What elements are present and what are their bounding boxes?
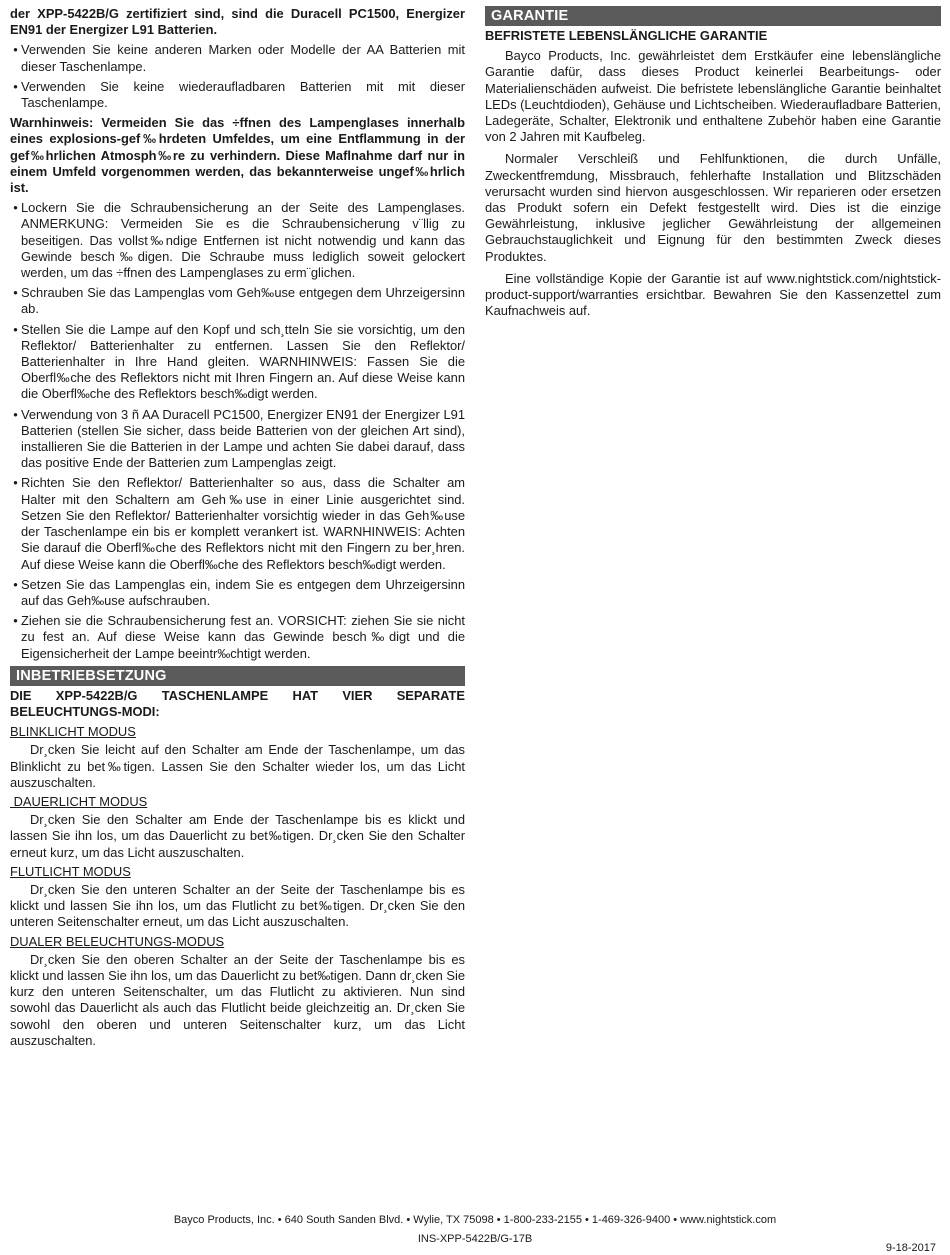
section-title-inbetriebsetzung: INBETRIEBSETZUNG: [10, 666, 465, 686]
warranty-heading: BEFRISTETE LEBENSLÄNGLICHE GARANTIE: [485, 28, 768, 43]
mode-text-blinklicht: Dr¸cken Sie leicht auf den Schalter am Ende der Taschenlampe, um das Blinklicht zu bet‰tigen. Lassen Sie den Schalter wieder los, um das Licht auszuschalten.: [10, 742, 465, 790]
mode-text-dualer: Dr¸cken Sie den oberen Schalter an der Seite der Taschenlampe bis es klickt und lassen Sie ihn los, um das Dauerlicht zu bet‰tigen. Dann dr¸cken Sie kurz den unteren Seitenschalter, um das Flutlicht zu aktivieren. Nun sind sowohl das Dauerlicht als auch das Flutlicht beide gleichzeitig an. Dr¸cken Sie sowohl den oberen und unteren Seitenschalter kurz, um das Licht auszuschalten.: [10, 951, 465, 1048]
list-item: [10, 322, 465, 403]
list-item-text: Setzen Sie das Lampenglas ein, indem Sie es entgegen dem Uhrzeigersinn auf das Geh‰use aufschrauben.: [21, 576, 465, 608]
list-item-text: Ziehen sie die Schraubensicherung fest an. VORSICHT: ziehen Sie sie nicht zu fest an. Auf diese Weise kann das Gewinde besch‰digt und die Eigensicherheit der Lampe beeintr‰chtigt werden.: [21, 613, 465, 661]
mode-text-dauerlicht: Dr¸cken Sie den Schalter am Ende der Taschenlampe bis es klickt und lassen Sie ihn los, um das Dauerlicht zu bet‰tigen. Dr¸cken Sie den Schalter erneut kurz, um das Licht auszuschalten.: [10, 812, 465, 860]
list-item: [10, 42, 465, 74]
list-item: [10, 285, 465, 317]
bullet-icon: •: [13, 613, 18, 629]
mode-title-dauerlicht: DAUERLICHT MODUS: [10, 793, 148, 809]
list-item-text: Richten Sie den Reflektor/ Batterienhalter so aus, dass die Schalter am Halter mit den Schaltern am Geh‰use in einer Linie ausgerichtet sind. Setzen Sie den Reflektor/ Batterienhalter vorsichtig wieder in das Geh‰use der Taschenlampe ein bis er komplett verankert ist. WARNHINWEIS: Achten Sie darauf die Oberfl‰che des Reflektors nicht mit den Fingern zu ber¸hren. Auf diese Weise kann die Oberfl‰che des Reflektors besch‰digt werden.: [21, 475, 465, 572]
bullet-icon: •: [13, 576, 18, 592]
right-column: [485, 6, 941, 321]
footer-date: 9-18-2017: [885, 1242, 936, 1254]
bullet-icon: •: [13, 200, 18, 216]
section-heading: DIE XPP-5422B/G TASCHENLAMPE HAT VIER SEPARATE BELEUCHTUNGS-MODI:: [10, 687, 465, 719]
intro-text: der XPP-5422B/G zertifiziert sind, sind die Duracell PC1500, Energizer EN91 der Energizer L91 Batterien.: [10, 6, 465, 38]
left-column: [10, 6, 465, 1051]
list-item-text: Stellen Sie die Lampe auf den Kopf und sch¸tteln Sie sie vorsichtig, um den Reflektor/ Batterienhalter zu entfernen. Lassen Sie den Reflektor/ Batterienhalter in Ihre Hand gleiten. WARNHINWEIS: Fassen Sie die Oberfl‰che des Reflektors nicht mit Ihren Fingern an. Auf diese Weise kann die Oberfl‰che des Reflektors besch‰digt werden.: [21, 321, 465, 402]
warning-text: Warnhinweis: Vermeiden Sie das ÷ffnen des Lampenglases innerhalb eines explosions-gef‰hrdeten Umfeldes, um eine Entflammung in der gef‰hrlichen Atmosph‰re zu verhindern. Diese Maflnahme darf nur in einem Umfeld vorgenommen werden, das bekannterweise ungef‰hrlich ist.: [10, 115, 465, 196]
list-item-text: Verwendung von 3 ñ AA Duracell PC1500, Energizer EN91 der Energizer L91 Batterien (stellen Sie sicher, dass beide Batterien von der gleichen Art sind), installieren Sie die Batterien in der Lampe und achten Sie dabei darauf, dass das positive Ende der Batterien zum Lampenglas zeigt.: [21, 406, 465, 471]
bullet-icon: •: [13, 42, 18, 58]
list-item: [10, 200, 465, 281]
list-item: [10, 613, 465, 662]
list-item-text: Schrauben Sie das Lampenglas vom Geh‰use entgegen dem Uhrzeigersinn ab.: [21, 285, 465, 317]
list-item: [10, 407, 465, 472]
list-item: [10, 577, 465, 609]
warranty-paragraph: Eine vollständige Kopie der Garantie ist auf www.nightstick.com/nightstick-product-support/warranties ersichtbar. Bewahren Sie den Kassenzettel zum Kaufnachweis auf.: [485, 270, 941, 319]
list-item: [10, 475, 465, 572]
list-item-text: Lockern Sie die Schraubensicherung an der Seite des Lampenglases. ANMERKUNG: Vermeiden Sie es die Schraubensicherung v¨llig zu beseitigen. Das vollst‰ndige Entfernen ist nicht notwendig und kann das Gewinde besch‰digen. Die Schraube muss lediglich soweit gelockert werden, um das ÷ffnen des Lampenglases zu erm¨glichen.: [21, 200, 465, 281]
mode-text-flutlicht: Dr¸cken Sie den unteren Schalter an der Seite der Taschenlampe bis es klickt und lassen Sie ihn los, um das Flutlicht zu bet‰tigen. Dr¸cken Sie den unteren Seitenschalter erneut, um das Licht auszuschalten.: [10, 881, 465, 930]
bullet-icon: •: [13, 78, 18, 94]
section-title-garantie: GARANTIE: [485, 6, 941, 26]
bullet-icon: •: [13, 285, 18, 301]
footer-address: Bayco Products, Inc. • 640 South Sanden Blvd. • Wylie, TX 75098 • 1-800-233-2155 • 1-469-326-9400 • www.nightstick.com: [173, 1214, 777, 1226]
mode-title-flutlicht: FLUTLICHT MODUS: [10, 863, 131, 879]
bullet-icon: •: [13, 321, 18, 337]
bullet-icon: •: [13, 406, 18, 422]
bullet-icon: •: [13, 475, 18, 491]
list-item-text: Verwenden Sie keine anderen Marken oder Modelle der AA Batterien mit dieser Taschenlampe.: [21, 42, 465, 74]
list-item-text: Verwenden Sie keine wiederaufladbaren Batterien mit mit dieser Taschenlampe.: [21, 78, 465, 111]
mode-title-blinklicht: BLINKLICHT MODUS: [10, 724, 136, 740]
mode-title-dualer: DUALER BELEUCHTUNGS-MODUS: [10, 933, 225, 949]
warranty-paragraph: Normaler Verschleiß und Fehlfunktionen, die durch Unfälle, Zweckentfremdung, Missbrauch, fehlerhafte Installation und Blitzschäden verursacht wurden sind hiervon ausgeschlossen. Wir reparieren oder ersetzen das Produkt sofern ein Defekt festgestellt wird. Dies ist die einzige Gewährleistung, inklusive jeglicher Gewährleistung der allgemeinen Gebrauchstauglichkeit und Eignung für den bestimmten Zweck dieses Produktes.: [485, 151, 941, 264]
warranty-paragraph: Bayco Products, Inc. gewährleistet dem Erstkäufer eine lebenslängliche Garantie dafür, dass dieses Product keinerlei Bearbeitungs- oder Materialienschäden aufweist. Die befristete lebenslängliche Garantie beinhaltet LEDs (Leuchtdioden), Gehäuse und Lichtscheiben. Wiederaufladbare Batterien, Ladegeräte, Schalter, Elektronik und enthaltene Zubehör haben eine Garantie von 2 Jahren mit Kaufbeleg.: [485, 48, 941, 145]
footer-doc-code: INS-XPP-5422B/G-17B: [417, 1233, 533, 1245]
list-item: [10, 79, 465, 111]
